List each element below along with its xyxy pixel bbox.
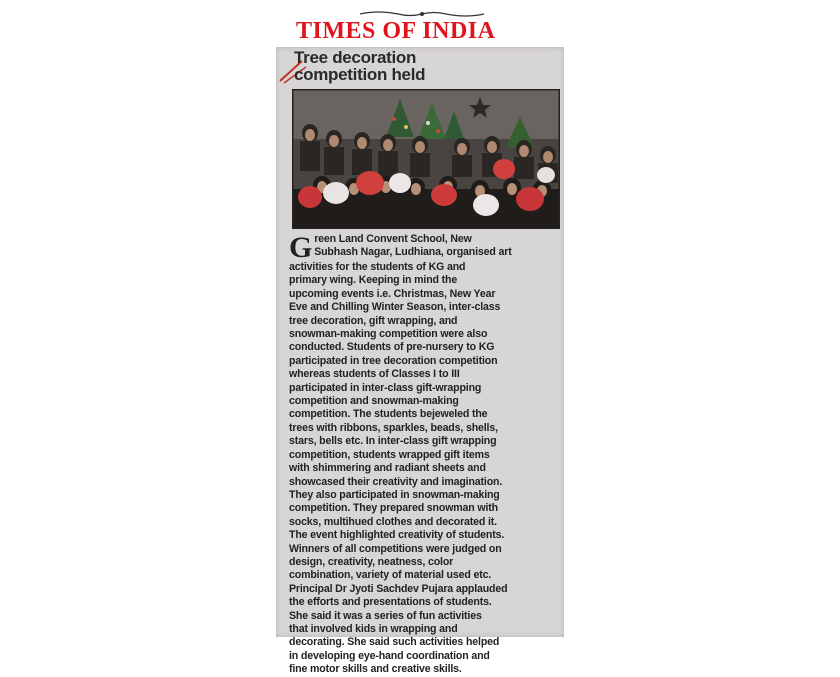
body-line: design, creativity, neatness, color [289,555,454,568]
body-line: participated in inter-class gift-wrapping [289,381,482,394]
body-line: showcased their creativity and imagination. [289,475,503,488]
body-line: stars, bells etc. In inter-class gift wrapping [289,435,497,448]
body-line: Subhash Nagar, Ludhiana, organised art [314,246,512,259]
body-line: with shimmering and radiant sheets and [289,462,486,475]
body-line: competition and snowman-making [289,395,459,408]
body-line: the efforts and presentations of students. [289,596,492,609]
body-line: snowman-making competition were also [289,328,488,341]
body-line: competition, students wrapped gift items [289,448,490,461]
body-line: trees with ribbons, sparkles, beads, shells, [289,421,498,434]
masthead-ornament-icon [358,10,486,18]
body-line: primary wing. Keeping in mind the [289,274,458,287]
body-line: Principal Dr Jyoti Sachdev Pujara applauded [289,582,508,595]
article-headline [294,49,554,83]
body-line: decorating. She said such activities helped [289,636,500,649]
body-line: reen Land Convent School, New [314,233,472,245]
headline-line: Tree decoration [294,48,417,67]
masthead-title: TIMES OF INDIA [296,18,496,44]
body-line: Winners of all competitions were judged on [289,542,502,555]
body-line: in developing eye-hand coordination and [289,649,490,662]
body-line: socks, multihued clothes and decorated it. [289,515,497,528]
body-line: that involved kids in wrapping and [289,622,458,635]
body-line: competition. The students bejeweled the [289,408,488,421]
body-line: participated in tree decoration competition [289,354,498,367]
body-line: combination, variety of material used etc. [289,569,492,582]
article-dropcap: G [289,231,313,264]
body-line: They also participated in snowman-making [289,488,500,501]
body-line: conducted. Students of pre-nursery to KG [289,341,495,354]
body-line: The event highlighted creativity of students. [289,529,505,542]
body-line: She said it was a series of fun activities [289,609,482,622]
body-line: whereas students of Classes I to III [289,368,460,381]
article-photo [292,89,560,229]
body-line: fine motor skills and creative skills. [289,663,462,676]
article-body [289,233,561,677]
headline-line: competition held [294,65,426,84]
body-line: competition. They prepared snowman with [289,502,498,515]
body-line: Eve and Chilling Winter Season, inter-class [289,301,501,314]
body-line: tree decoration, gift wrapping, and [289,314,458,327]
body-line: activities for the students of KG and [289,261,466,273]
body-line: upcoming events i.e. Christmas, New Year [289,287,496,300]
newspaper-clipping [276,47,564,676]
